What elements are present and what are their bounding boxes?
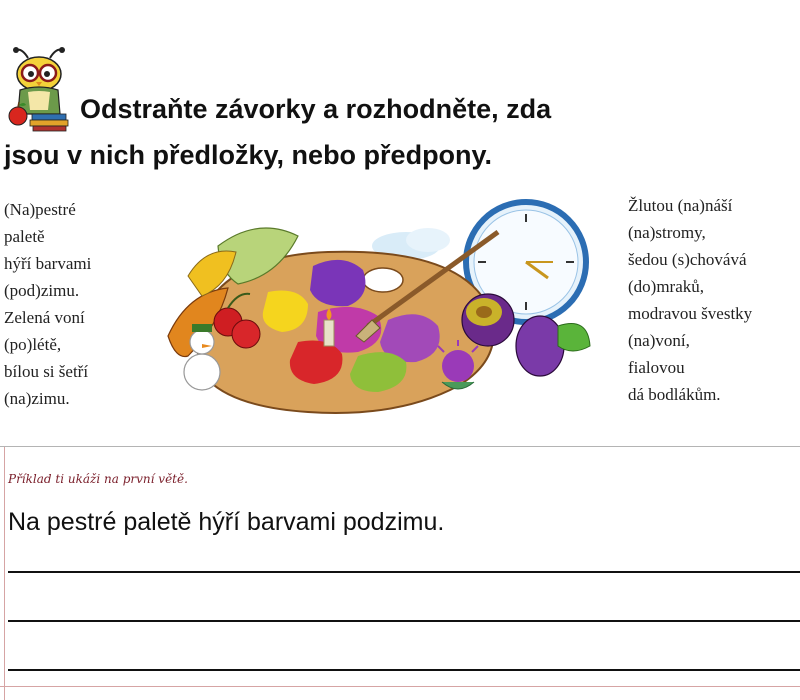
- poem-line: dá bodlákům.: [628, 385, 721, 404]
- answer-line[interactable]: [8, 620, 800, 622]
- poem-line: (na)voní,: [628, 331, 690, 350]
- answer-line[interactable]: [8, 669, 800, 671]
- margin-line: [4, 447, 5, 700]
- palette-illustration: [158, 196, 628, 432]
- poem-line: modravou švestky: [628, 304, 753, 323]
- poem-line: šedou (s)chovává: [628, 250, 747, 269]
- poem-left-column: [4, 196, 91, 412]
- poem-line: bílou si šetří: [4, 362, 89, 381]
- poem-line: (po)létě,: [4, 335, 62, 354]
- poem-line: (na)stromy,: [628, 223, 706, 242]
- example-hint: Příklad ti ukáži na první větě.: [8, 472, 188, 486]
- instruction-title-line-2: jsou v nich předložky, nebo předpony.: [4, 140, 493, 170]
- poem-line: (do)mraků,: [628, 277, 705, 296]
- poem-line: hýří barvami: [4, 254, 92, 273]
- instruction-title-line-1: Odstraňte závorky a rozhodněte, zda: [80, 94, 552, 124]
- poem-line: fialovou: [628, 358, 685, 377]
- poem-line: (na)zimu.: [4, 389, 70, 408]
- poem-line: (Na)pestré: [4, 200, 76, 219]
- poem-right-column: [628, 192, 752, 408]
- poem-line: Žlutou (na)náší: [628, 196, 733, 215]
- answer-line[interactable]: [8, 571, 800, 573]
- poem-line: (pod)zimu.: [4, 281, 80, 300]
- example-sentence: Na pestré paletě hýří barvami podzimu.: [8, 508, 445, 536]
- section-divider: [0, 446, 800, 447]
- bottom-rule: [0, 686, 800, 687]
- poem-line: Zelená voní: [4, 308, 85, 327]
- poem-line: paletě: [4, 227, 45, 246]
- owl-mascot-icon: [6, 44, 76, 132]
